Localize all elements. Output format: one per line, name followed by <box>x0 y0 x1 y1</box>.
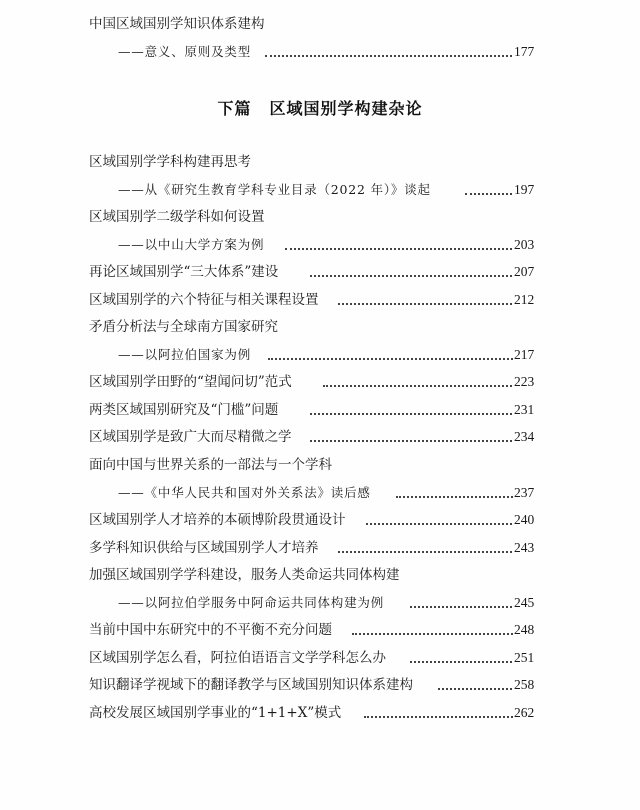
toc-entry-title: 区域国别学田野的“望闻问切”范式 <box>89 371 295 393</box>
toc-entry-title: 矛盾分析法与全球南方国家研究 <box>89 316 281 338</box>
toc-entry <box>0 151 640 173</box>
toc-entry-title: 区域国别学怎么看，阿拉伯语语言文学学科怎么办 <box>89 647 389 669</box>
toc-entry <box>0 454 640 476</box>
toc-entry-title: ——意义、原则及类型 <box>118 41 254 63</box>
toc-entry-subtitle <box>0 234 640 256</box>
toc-entry <box>0 647 640 669</box>
dot-leader <box>268 356 532 360</box>
toc-entry-title: ——以阿拉伯学服务中阿命运共同体构建为例 <box>118 592 387 614</box>
dot-leader <box>310 438 532 442</box>
toc-entry-title: 加强区域国别学学科建设，服务人类命运共同体构建 <box>89 564 403 586</box>
section-title: 区域国别学构建杂论 <box>269 99 423 118</box>
dot-leader <box>338 549 532 553</box>
toc-entry-title: 多学科知识供给与区域国别学人才培养 <box>89 537 322 559</box>
section-heading <box>0 96 640 119</box>
toc-entry-title: 高校发展区域国别学事业的“1+1+X”模式 <box>89 702 344 724</box>
toc-entry-title: ——以中山大学方案为例 <box>118 234 267 256</box>
toc-page-number: 248 <box>514 619 540 641</box>
toc-entry <box>0 261 640 283</box>
toc-entry-subtitle <box>0 179 640 201</box>
toc-page-number: 234 <box>514 426 540 448</box>
toc-page-number: 258 <box>514 674 540 696</box>
toc-entry <box>0 371 640 393</box>
toc-page-number: 197 <box>514 179 540 201</box>
toc-entry-title: 再论区域国别学“三大体系”建设 <box>89 261 281 283</box>
toc-entry <box>0 702 640 724</box>
toc-entry <box>0 289 640 311</box>
toc-entry-title: 面向中国与世界关系的一部法与一个学科 <box>89 454 335 476</box>
toc-page-number: 231 <box>514 399 540 421</box>
toc-entry <box>0 316 640 338</box>
toc-page-number: 251 <box>514 647 540 669</box>
toc-entry <box>0 399 640 421</box>
toc-entry-title: 区域国别学学科构建再思考 <box>89 151 254 173</box>
dot-leader <box>338 301 532 305</box>
toc-entry-title: 区域国别学二级学科如何设置 <box>89 206 268 228</box>
toc-entry-title: 中国区域国别学知识体系建构 <box>89 13 268 35</box>
toc-entry-title: 区域国别学是致广大而尽精微之学 <box>89 426 295 448</box>
toc-entry-title: 区域国别学的六个特征与相关课程设置 <box>89 289 322 311</box>
toc-entry <box>0 426 640 448</box>
toc-entry-title: 当前中国中东研究中的不平衡不充分问题 <box>89 619 335 641</box>
toc-page-number: 203 <box>514 234 540 256</box>
dot-leader <box>352 631 532 635</box>
toc-entry-title: ——《中华人民共和国对外关系法》读后感 <box>118 482 374 504</box>
toc-page-number: 223 <box>514 371 540 393</box>
toc-entry-title: 区域国别学人才培养的本硕博阶段贯通设计 <box>89 509 349 531</box>
dot-leader <box>310 273 532 277</box>
toc-page-number: 240 <box>514 509 540 531</box>
dot-leader <box>310 411 532 415</box>
dot-leader <box>323 383 532 387</box>
toc-entry-title: 知识翻译学视域下的翻译教学与区域国别知识体系建构 <box>89 674 416 696</box>
toc-entry-title: 两类区域国别研究及“门槛”问题 <box>89 399 281 421</box>
toc-entry <box>0 537 640 559</box>
toc-page-number: 177 <box>514 41 540 63</box>
dot-leader <box>364 714 532 718</box>
toc-page-number: 243 <box>514 537 540 559</box>
toc-entry-subtitle <box>0 344 640 366</box>
toc-entry <box>0 619 640 641</box>
dot-leader <box>366 521 532 525</box>
toc-entry <box>0 206 640 228</box>
toc-entry-subtitle <box>0 41 640 63</box>
dot-leader <box>396 494 532 498</box>
toc-entry <box>0 13 640 35</box>
toc-entry-subtitle <box>0 592 640 614</box>
toc-page-number: 262 <box>514 702 540 724</box>
toc-entry <box>0 509 640 531</box>
toc-page-number: 245 <box>514 592 540 614</box>
toc-page-number: 237 <box>514 482 540 504</box>
dot-leader <box>265 53 532 57</box>
dot-leader <box>285 246 532 250</box>
toc-entry-title: ——从《研究生教育学科专业目录（2022 年）》谈起 <box>118 179 434 201</box>
section-part-label: 下篇 <box>217 99 252 118</box>
toc-page-number: 207 <box>514 261 540 283</box>
toc-entry <box>0 564 640 586</box>
toc-entry <box>0 674 640 696</box>
toc-entry-title: ——以阿拉伯国家为例 <box>118 344 254 366</box>
toc-page-number: 217 <box>514 344 540 366</box>
toc-entry-subtitle <box>0 482 640 504</box>
toc-page-number: 212 <box>514 289 540 311</box>
